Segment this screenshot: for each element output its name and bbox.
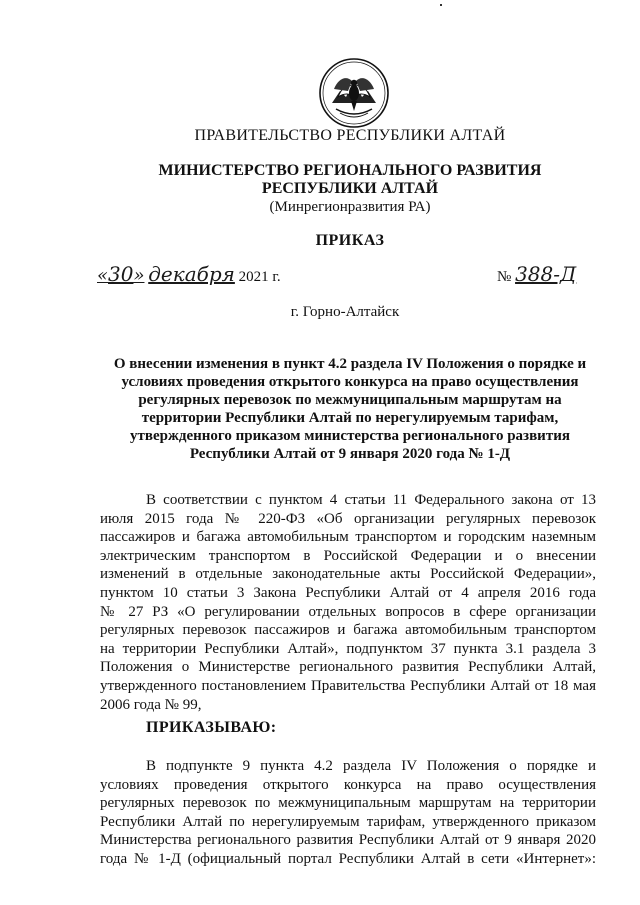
title-line: территории Республики Алтай по нерегулируемым тарифам, [141,410,559,426]
government-name: ПРАВИТЕЛЬСТВО РЕСПУБЛИКИ АЛТАЙ [194,127,506,144]
paragraph-line: Министерства регионального развития Республики Алтай от 9 января 2020 [100,832,596,849]
paragraph-line: регулярных перевозок пассажиров и багажа автомобильным транспортом [100,622,596,639]
order-paragraph [100,757,596,869]
paragraph-line: В соответствии с пунктом 4 статьи 11 Федерального закона от 13 [146,492,596,508]
paragraph-line: № 27 РЗ «О регулировании отдельных вопросов в сфере организации [100,603,596,620]
paragraph-line: июля 2015 года № 220-ФЗ «Об организации регулярных перевозок [100,510,596,527]
date-close-quote: » [133,265,145,286]
paragraph-line: 2006 года № 99, [100,696,202,713]
date-month: декабря [148,262,235,286]
paragraph-line: утвержденного постановлением Правительства Республики Алтай от 18 мая [100,677,596,694]
paragraph-line: электрическим транспортом в Российской Федерации и о внесении [100,547,596,564]
order-number [497,262,576,286]
ministry-name-line2: РЕСПУБЛИКИ АЛТАЙ [261,180,439,197]
paragraph-line: условиях проведения открытого конкурса на право осуществления [100,776,596,793]
paragraph-line: В подпункте 9 пункта 4.2 раздела IV Положения о порядке и [146,758,596,774]
paragraph-line: регулярных перевозок по межмуниципальным маршрутам на территории [100,795,596,812]
paragraph-line: изменений в отдельные законодательные акты Российской Федерации», [100,566,596,583]
date-open-quote: « [97,265,109,286]
paragraph-line: года № 1-Д (официальный портал Республики Алтай в сети «Интернет»: [100,850,596,867]
number-prefix: № [497,269,512,285]
order-word: ПРИКАЗЫВАЮ: [146,719,277,736]
ministry-short-name: (Минрегионразвития РА) [269,199,431,215]
order-title [105,355,595,463]
coat-of-arms-emblem-icon [318,57,390,129]
title-line: Республики Алтай от 9 января 2020 года № 1-Д [189,446,511,462]
title-line: условиях проведения открытого конкурса на право осуществления [121,374,579,390]
preamble-paragraph [100,491,596,714]
paragraph-line: пунктом 10 статьи 3 Закона Республики Алтай от 4 апреля 2016 года [100,584,596,601]
title-line: утвержденного приказом министерства регионального развития [130,428,570,444]
date-day: 30 [108,262,134,286]
scan-speck [440,4,442,6]
order-date [97,262,281,286]
title-line: регулярных перевозок по межмуниципальным маршрутам на [138,392,562,408]
document-type: ПРИКАЗ [315,232,385,249]
paragraph-line: на территории Республики Алтай», подпунктом 37 пункта 3.1 раздела 3 [100,640,596,657]
paragraph-line: Республики Алтай по нерегулируемым тарифам, утвержденного приказом [100,813,596,830]
number-value: 388-Д [515,262,577,286]
title-line: О внесении изменения в пункт 4.2 раздела IV Положения о порядке и [113,356,587,372]
date-year: 2021 г. [238,269,281,285]
ministry-name-line1: МИНИСТЕРСТВО РЕГИОНАЛЬНОГО РАЗВИТИЯ [158,162,542,179]
paragraph-line: Положения о Министерстве регионального развития Республики Алтай, [100,659,596,676]
paragraph-line: пассажиров и багажа автомобильным транспортом и городским наземным [100,529,596,546]
city: г. Горно-Алтайск [290,304,400,320]
